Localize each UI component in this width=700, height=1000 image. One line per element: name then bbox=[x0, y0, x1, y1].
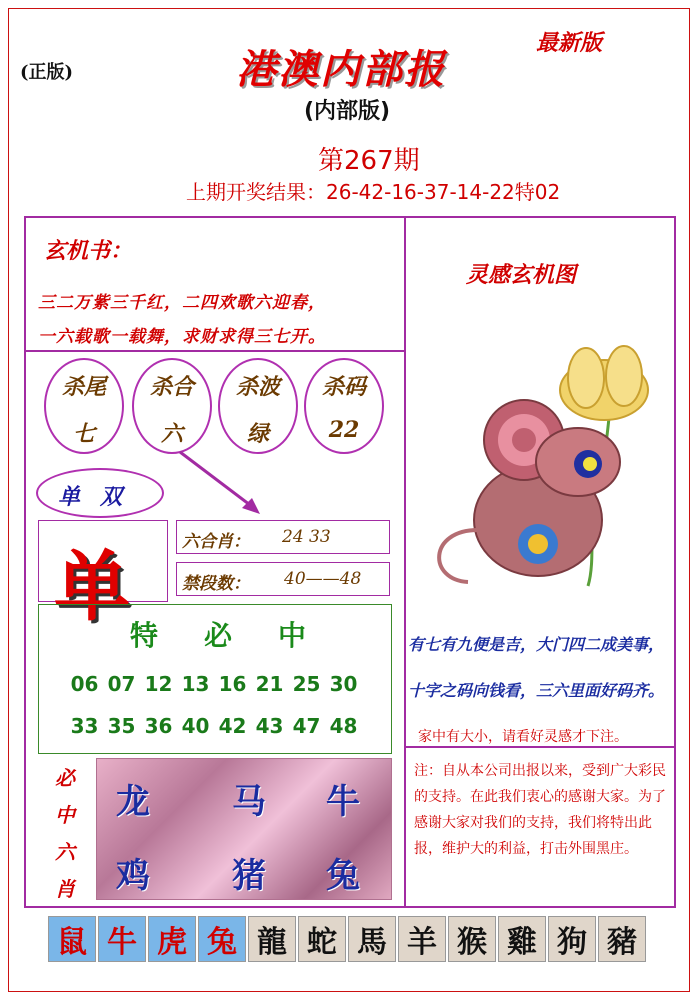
oval-value: 六 bbox=[160, 421, 183, 447]
zodiac-cell: 羊 bbox=[398, 916, 446, 962]
column-divider bbox=[404, 218, 406, 906]
number-cell: 48 bbox=[329, 714, 358, 738]
dan-shuang-oval bbox=[36, 468, 164, 518]
zodiac-cell: 豬 bbox=[598, 916, 646, 962]
xuanji-line: 一六载歌一载舞，求财求得三七开。 bbox=[38, 327, 326, 347]
oval-value: 绿 bbox=[246, 421, 269, 447]
row-divider bbox=[406, 746, 674, 748]
bizhong-vertical-label: 必 中 六 肖 bbox=[55, 766, 75, 901]
number-cell: 06 bbox=[70, 672, 99, 696]
xuanji-line: 三二万紫三千红，二四欢歌六迎春， bbox=[38, 293, 326, 313]
zodiac-pick: 牛 bbox=[326, 782, 360, 822]
zodiac-cell: 龍 bbox=[248, 916, 296, 962]
number-cell: 21 bbox=[255, 672, 284, 696]
zodiac-pick: 兔 bbox=[326, 856, 360, 896]
zodiac-pick: 猪 bbox=[232, 856, 266, 896]
zodiac-cell: 鼠 bbox=[48, 916, 96, 962]
duanshu-label: 禁段数： bbox=[182, 574, 250, 594]
arrow-icon bbox=[176, 448, 266, 518]
te-numbers-row1 bbox=[66, 672, 362, 696]
last-result: 上期开奖结果：26-42-16-37-14-22特02 bbox=[186, 180, 561, 204]
edition-right: 最新版 bbox=[536, 30, 603, 56]
oval-label: 杀尾 bbox=[61, 374, 106, 400]
zodiac-cell: 牛 bbox=[98, 916, 146, 962]
number-cell: 13 bbox=[181, 672, 210, 696]
zodiac-cell: 猴 bbox=[448, 916, 496, 962]
lingan-poem-line: 十字之码向钱看，三六里面好码齐。 bbox=[408, 681, 665, 700]
oval-sha-ma bbox=[304, 358, 384, 454]
lingan-title: 灵感玄机图 bbox=[466, 262, 577, 288]
zodiac-cell: 狗 bbox=[548, 916, 596, 962]
page-subtitle: (内部版) bbox=[304, 99, 391, 124]
te-title: 特必中 bbox=[130, 619, 353, 652]
oval-sha-bo bbox=[218, 358, 298, 454]
zodiac-pick: 鸡 bbox=[116, 856, 150, 896]
number-cell: 42 bbox=[218, 714, 247, 738]
number-cell: 47 bbox=[292, 714, 321, 738]
zodiac-pick: 马 bbox=[232, 782, 266, 822]
zodiac-cell: 蛇 bbox=[298, 916, 346, 962]
number-cell: 30 bbox=[329, 672, 358, 696]
oval-label: 杀波 bbox=[235, 374, 280, 400]
duanshu-value: 40——48 bbox=[284, 569, 362, 589]
dan-shuang-label: 单双 bbox=[57, 484, 142, 510]
liuhe-label: 六合肖： bbox=[182, 532, 250, 552]
oval-value: 七 bbox=[72, 421, 95, 447]
number-cell: 40 bbox=[181, 714, 210, 738]
zodiac-pick: 龙 bbox=[116, 782, 150, 822]
row-divider bbox=[26, 350, 404, 352]
number-cell: 16 bbox=[218, 672, 247, 696]
zodiac-cell: 馬 bbox=[348, 916, 396, 962]
oval-sha-he bbox=[132, 358, 212, 454]
liuhe-value: 24 33 bbox=[282, 527, 331, 547]
page-title: 港澳内部报 bbox=[236, 46, 446, 93]
xuanji-title: 玄机书： bbox=[44, 238, 133, 264]
number-cell: 07 bbox=[107, 672, 136, 696]
number-cell: 43 bbox=[255, 714, 284, 738]
zodiac-cell: 虎 bbox=[148, 916, 196, 962]
zodiac-cell: 兔 bbox=[198, 916, 246, 962]
number-cell: 33 bbox=[70, 714, 99, 738]
oval-sha-wei bbox=[44, 358, 124, 454]
company-note: 注：自从本公司出报以来，受到广大彩民的支持。在此我们衷心的感谢大家。为了感谢大家对我们的支持，我们将特出此报，维护大的利益，打击外围黑庄。 bbox=[414, 763, 666, 857]
number-cell: 36 bbox=[144, 714, 173, 738]
oval-label: 杀合 bbox=[149, 374, 194, 400]
edition-left: (正版) bbox=[20, 62, 74, 83]
zodiac-bar bbox=[48, 916, 646, 962]
number-cell: 25 bbox=[292, 672, 321, 696]
mouse-lotus-illustration bbox=[428, 330, 658, 590]
number-cell: 12 bbox=[144, 672, 173, 696]
oval-value: 22 bbox=[328, 417, 360, 443]
lingan-poem-line: 有七有九便是吉，大门四二成美事， bbox=[408, 635, 665, 654]
number-cell: 35 bbox=[107, 714, 136, 738]
te-numbers-row2 bbox=[66, 714, 362, 738]
big-dan-char: 单 bbox=[54, 542, 130, 631]
zodiac-cell: 雞 bbox=[498, 916, 546, 962]
lingan-notice: 家中有大小，请看好灵感才下注。 bbox=[418, 729, 628, 745]
issue-number: 第267期 bbox=[318, 146, 420, 176]
oval-label: 杀码 bbox=[321, 374, 366, 400]
